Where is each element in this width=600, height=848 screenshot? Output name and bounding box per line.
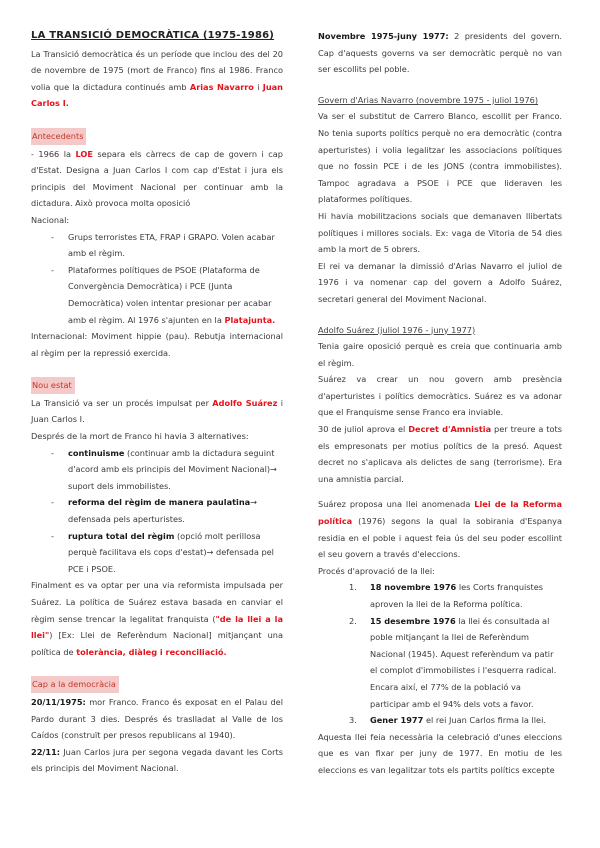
text: la llei és consultada al poble mitjançant la llei de Referèndum Nacional (1945). Aquest referèndum va patir el complot d'immobilistes i l'esquerra radical. Encara així, el 77% de la població va participar amb el 94% dels vots a favor. (370, 615, 557, 709)
highlight-decret-amnistia: Decret d'Amnistia (408, 424, 492, 435)
text: Gener 1977 (370, 715, 424, 726)
text: les Corts franquistes aproven la llei de la Reforma política. (370, 582, 544, 609)
final-paragraph (31, 577, 283, 660)
proces-list (318, 579, 562, 728)
text: separa els càrrecs de cap de govern i cap d'Estat. Designa a Juan Carlos I com cap d'Estat i jura els principis del Moviment Nacional per continuar amb la dictadura. Això provoca molta oposició (31, 148, 283, 209)
intro-paragraph (31, 46, 283, 112)
section-nou-estat: Nou estat (31, 377, 75, 394)
highlight-tolerancia: tolerància, diàleg i reconciliació. (76, 646, 227, 657)
section-cap-a-la-democracia: Cap a la democràcia (31, 676, 119, 693)
text: (1976) segons la qual la sobirania d'Espanya residia en el poble i aquest feia ús del seu poder escollint el seu govern a través d'eleccions. (318, 516, 562, 560)
nacional-list (31, 229, 283, 329)
list-item (318, 712, 562, 729)
spacer (318, 487, 562, 496)
text: Novembre 1975-juny 1977: (318, 31, 449, 41)
alternatives-intro: Després de la mort de Franco hi havia 3 alternatives: (31, 431, 249, 442)
highlight-arias-navarro: Arias Navarro (189, 81, 254, 92)
cap-paragraph-2 (31, 744, 283, 777)
arias-paragraph-3: El rei va demanar la dimissió d'Arias Navarro el juliol de 1976 i va nomenar cap del govern a Adolfo Suárez, secretari general del Moviment Nacional. (318, 260, 562, 304)
text: 20/11/1975: (31, 696, 86, 707)
text: el rei Juan Carlos firma la llei. (423, 715, 546, 726)
list-item: - Grups terroristes ETA, FRAP i GRAPO. Volen acabar amb el règim. (31, 229, 283, 262)
item-number: 1. (349, 582, 357, 593)
suarez-paragraph-2: Suárez va crear un nou govern amb presència d'aperturistes i polítics democràtics. Suárez es va adonar que el Franquisme sense Franco era inviable. (318, 374, 562, 418)
subtitle-adolfo-suarez: Adolfo Suárez (juliol 1976 - juny 1977) (318, 324, 476, 335)
text: 22/11: (31, 746, 61, 757)
highlight-llei-reforma: Llei de la Reforma política (318, 499, 562, 527)
list-item (31, 445, 283, 495)
text: → defensada pels aperturistes. (68, 497, 258, 525)
suarez-paragraph-3 (318, 421, 562, 487)
antecedents-paragraph (31, 146, 283, 212)
highlight-platajunta: Platajunta. (224, 314, 276, 325)
text: i Juan Carlos I. (31, 397, 283, 425)
suarez-paragraph-4 (318, 496, 562, 562)
text: ruptura total del règim (68, 530, 175, 541)
eleccions-paragraph: Aquesta llei feia necessària la celebració d'unes eleccions que es van fixar per juny de 1977. En motiu de les eleccions es van legalitzar tots els partits polítics excepte (318, 731, 562, 775)
nou-paragraph (31, 395, 283, 428)
right-column (318, 28, 562, 779)
nacional-label: Nacional: (31, 214, 70, 225)
text: continuisme (68, 447, 125, 458)
text: 18 novembre 1976 (370, 582, 457, 593)
highlight-adolfo-suarez: Adolfo Suárez (212, 397, 278, 408)
highlight-loe: LOE (75, 148, 93, 159)
arias-paragraph-1: Va ser el substitut de Carrero Blanco, escollit per Franco. No tenia suports polítics perquè no era democràtic (contra aperturistes) i volia legalitzar les associacions polítiques que no fossin PCE i de les JONS (contra immobilistes). Tampoc agradava a PSOE i PCE que lideraven les plataformes polítiques. (318, 111, 562, 205)
suarez-paragraph-1: Tenia gaire oposició perquè es creia que continuaria amb el règim. (318, 341, 562, 368)
list-item (318, 613, 562, 713)
item-number: 3. (349, 715, 357, 726)
text: mor Franco. Franco és exposat en el Palau del Pardo durant 3 dies. Després és traslladat al Valle de los Caídos (construït per presos republicans al 1940). (31, 696, 283, 741)
list-item (318, 579, 562, 612)
text: La Transició democràtica és un període que inclou des del 20 de novembre de 1975 (mort de Franco) fins al 1986. Franco volia que la dictadura continués amb (31, 48, 283, 92)
cap-paragraph-1 (31, 694, 283, 744)
left-column (31, 28, 283, 777)
text: 2 presidents del govern. Cap d'aquests governs va ser democràtic perquè no van ser escollits pel poble. (318, 31, 562, 75)
text: ) [Ex: Llei de Referèndum Nacional] mitjançant una política de (31, 630, 283, 657)
text: 30 de juliol aprova el (318, 424, 409, 435)
text: (opció molt perillosa perquè facilitava els cops d'estat)→ defensada pel PCE i PSOE. (68, 530, 274, 574)
arias-paragraph-2: Hi havia mobilitzacions socials que demanaven llibertats polítiques i millores socials. Ex: vaga de Vitoria de 54 dies amb la mort de 5 obrers. (318, 210, 562, 255)
text: Finalment es va optar per una via reformista impulsada per Suárez. La política de Suárez estava basada en canviar el règim sense trencar la legalitat franquista ( (31, 580, 283, 624)
highlight-juan-carlos: Juan Carlos I. (31, 81, 284, 109)
text: Suárez proposa una llei anomenada (318, 499, 475, 510)
text: per treure a tots els empresonats per motius polítics de la presó. Aquest decret no s'aplicava als delictes de sang (terrorisme). Era una amnistia parcial. (318, 424, 563, 484)
alternatives-list (31, 445, 283, 578)
list-item (31, 494, 283, 527)
text: (continuar amb la dictadura seguint d'acord amb els principis del Moviment Nacional)→ suport dels immobilistes. (68, 447, 277, 491)
list-item (31, 528, 283, 578)
list-item (31, 262, 283, 328)
text: Juan Carlos jura per segona vegada davant les Corts els principis del Moviment Nacional. (31, 746, 283, 774)
page-title: LA TRANSICIÓ DEMOCRÀTICA (1975-1986) (31, 30, 275, 41)
text: La Transició va ser un procés impulsat per (31, 397, 213, 408)
proces-label: Procés d'aprovació de la llei: (318, 565, 435, 576)
internacional-paragraph: Internacional: Moviment hippie (pau). Rebutja internacional al règim per la repressió exercida. (31, 331, 283, 358)
highlight-de-la-llei: "de la llei a la llei" (31, 613, 283, 641)
text: i (253, 81, 263, 92)
text: 15 desembre 1976 (370, 615, 456, 626)
presidents-paragraph (318, 28, 562, 78)
text: Plataformes polítiques de PSOE (Plataforma de Convergència Democràtica) i PCE (Junta Democràtica) volen intentar presionar per acabar amb el règim. Al 1976 s'ajunten en la (68, 264, 272, 325)
subtitle-arias-navarro: Govern d'Arias Navarro (novembre 1975 - juliol 1976) (318, 94, 539, 105)
text: reforma del règim de manera paulatina (68, 497, 251, 508)
section-antecedents: Antecedents (31, 128, 86, 145)
item-number: 2. (349, 615, 357, 626)
text: - 1966 la (31, 148, 76, 159)
